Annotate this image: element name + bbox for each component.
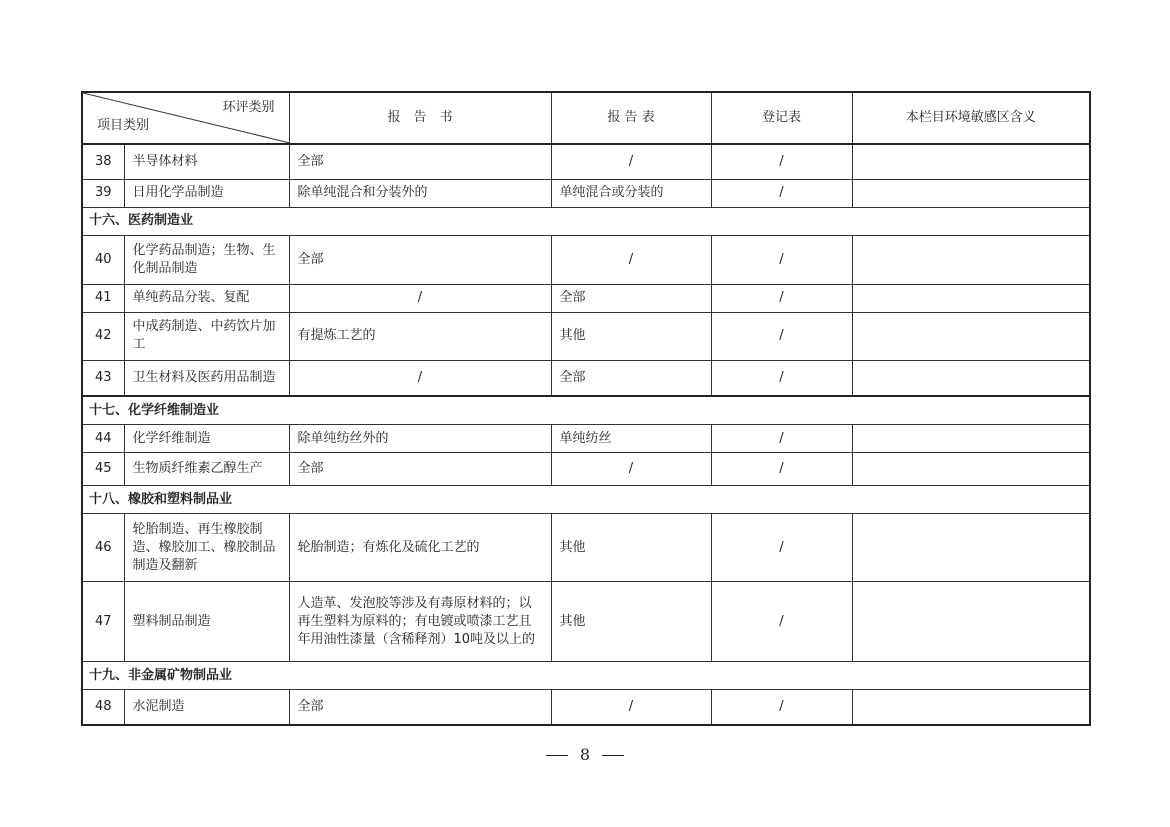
report-book-cell: 全部 [289,690,551,725]
report-book-cell: 人造革、发泡胶等涉及有毒原材料的；以再生塑料为原料的；有电镀或喷漆工艺且年用油性漆量（含稀释剂）10吨及以上的 [289,582,551,662]
section-row [82,662,1090,690]
report-book-cell: / [289,284,551,312]
register-cell: / [711,312,852,360]
report-book-cell: / [289,360,551,396]
register-cell: / [711,514,852,582]
register-cell: / [711,284,852,312]
header-assessment-category: 环评类别 [222,100,275,115]
sensitive-cell [852,179,1090,207]
project-name: 卫生材料及医药用品制造 [124,360,289,396]
report-book-cell: 全部 [289,453,551,486]
report-book-cell: 轮胎制造；有炼化及硫化工艺的 [289,514,551,582]
report-book-cell: 全部 [289,144,551,179]
report-table-cell: 其他 [551,312,711,360]
row-number: 44 [82,425,124,453]
report-table-cell: 单纯混合或分装的 [551,179,711,207]
header-report-book: 报 告 书 [289,92,551,144]
table-row [82,690,1090,725]
table-row [82,144,1090,179]
environmental-assessment-table [81,91,1091,726]
project-name: 日用化学品制造 [124,179,289,207]
row-number: 42 [82,312,124,360]
project-name: 生物质纤维素乙醇生产 [124,453,289,486]
table-row [82,235,1090,284]
table-row [82,284,1090,312]
report-table-cell: / [551,453,711,486]
row-number: 43 [82,360,124,396]
register-cell: / [711,360,852,396]
report-book-cell: 除单纯混合和分装外的 [289,179,551,207]
sensitive-cell [852,425,1090,453]
report-table-cell: / [551,235,711,284]
row-number: 41 [82,284,124,312]
report-book-cell: 除单纯纺丝外的 [289,425,551,453]
table-row [82,425,1090,453]
row-number: 45 [82,453,124,486]
header-report-table: 报 告 表 [551,92,711,144]
project-name: 化学纤维制造 [124,425,289,453]
row-number: 39 [82,179,124,207]
header-project-category: 项目类别 [97,118,150,133]
section-title: 十九、非金属矿物制品业 [82,662,1090,690]
row-number: 48 [82,690,124,725]
report-book-cell: 全部 [289,235,551,284]
register-cell: / [711,144,852,179]
page-number: 8 [579,745,591,764]
sensitive-cell [852,235,1090,284]
row-number: 40 [82,235,124,284]
section-row [82,396,1090,425]
section-row [82,486,1090,514]
register-cell: / [711,453,852,486]
header-register: 登记表 [711,92,852,144]
section-title: 十七、化学纤维制造业 [82,396,1090,425]
report-table-cell: / [551,690,711,725]
sensitive-cell [852,582,1090,662]
report-table-cell: 其他 [551,582,711,662]
sensitive-cell [852,453,1090,486]
table-row [82,360,1090,396]
section-row [82,207,1090,235]
row-number: 46 [82,514,124,582]
register-cell: / [711,425,852,453]
report-table-cell: 单纯纺丝 [551,425,711,453]
register-cell: / [711,690,852,725]
sensitive-cell [852,360,1090,396]
report-table-cell: / [551,144,711,179]
project-name: 半导体材料 [124,144,289,179]
sensitive-cell [852,312,1090,360]
section-title: 十六、医药制造业 [82,207,1090,235]
table-header-row [82,92,1090,144]
sensitive-cell [852,144,1090,179]
sensitive-cell [852,690,1090,725]
header-sensitive-area: 本栏目环境敏感区含义 [852,92,1090,144]
project-name: 中成药制造、中药饮片加工 [124,312,289,360]
register-cell: / [711,179,852,207]
page-footer [0,745,1170,764]
sensitive-cell [852,514,1090,582]
footer-dash-left [546,755,568,756]
table-row [82,453,1090,486]
table-row [82,312,1090,360]
table-row [82,514,1090,582]
project-name: 轮胎制造、再生橡胶制造、橡胶加工、橡胶制品制造及翻新 [124,514,289,582]
row-number: 47 [82,582,124,662]
table-row [82,582,1090,662]
report-book-cell: 有提炼工艺的 [289,312,551,360]
sensitive-cell [852,284,1090,312]
report-table-cell: 全部 [551,360,711,396]
footer-dash-right [602,755,624,756]
table-row [82,179,1090,207]
report-table-cell: 全部 [551,284,711,312]
row-number: 38 [82,144,124,179]
diagonal-header-cell [82,92,289,144]
project-name: 化学药品制造；生物、生化制品制造 [124,235,289,284]
project-name: 单纯药品分装、复配 [124,284,289,312]
project-name: 塑料制品制造 [124,582,289,662]
section-title: 十八、橡胶和塑料制品业 [82,486,1090,514]
register-cell: / [711,582,852,662]
project-name: 水泥制造 [124,690,289,725]
register-cell: / [711,235,852,284]
report-table-cell: 其他 [551,514,711,582]
